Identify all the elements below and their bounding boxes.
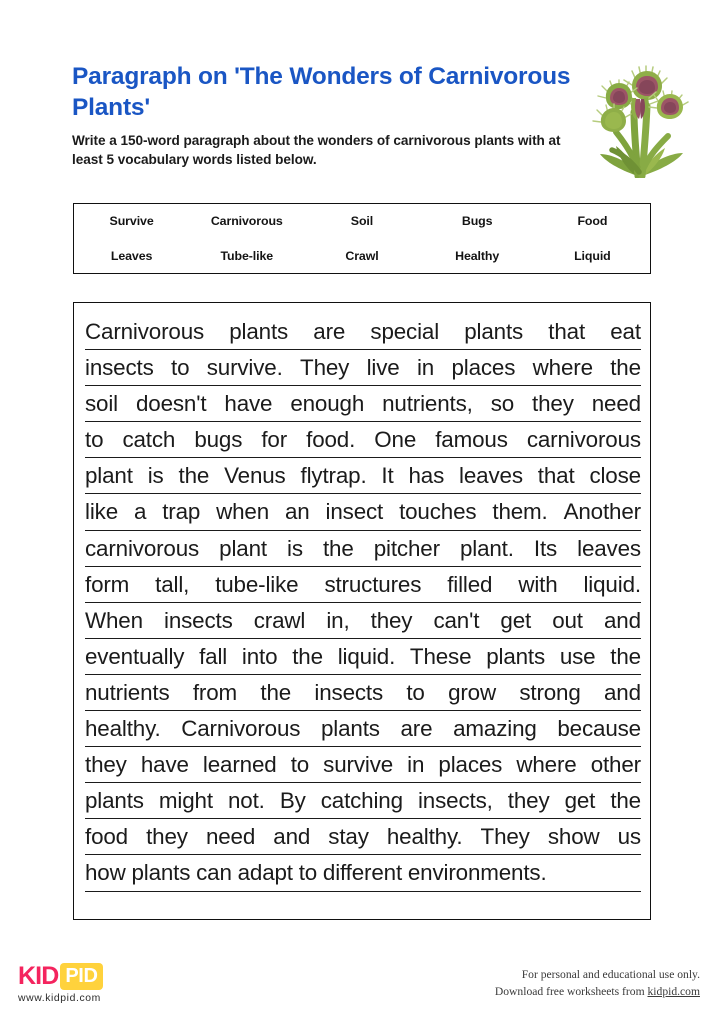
answer-word: plants: [464, 319, 524, 344]
answer-line: [85, 386, 641, 422]
answer-word: them.: [492, 499, 548, 525]
answer-word: pitcher: [373, 535, 440, 561]
answer-word: have: [224, 391, 273, 417]
answer-word: out: [552, 607, 583, 633]
answer-word: the: [610, 355, 641, 381]
answer-word: they: [507, 788, 550, 814]
answer-word: liquid.: [337, 643, 396, 669]
answer-word: healthy.: [85, 716, 161, 742]
answer-word: They: [480, 824, 530, 850]
answer-word: have: [140, 752, 189, 778]
answer-word: and: [603, 607, 641, 633]
vocab-word: Soil: [350, 214, 374, 229]
answer-word: get: [500, 607, 532, 633]
answer-word: an: [284, 499, 310, 525]
answer-word: These: [409, 643, 472, 669]
answer-text[interactable]: [85, 314, 641, 892]
answer-word: can: [196, 860, 232, 886]
answer-word: close: [589, 463, 641, 489]
answer-word: from: [192, 679, 238, 705]
logo-kid-text: KID: [18, 961, 59, 990]
answer-word: leaves: [577, 535, 641, 561]
answer-word: liquid.: [583, 571, 641, 597]
answer-word: strong: [519, 679, 581, 705]
answer-word: tall,: [155, 571, 190, 597]
answer-word: has: [408, 463, 445, 489]
answer-word: nutrients: [85, 679, 170, 705]
answer-word: for: [261, 427, 288, 453]
table-row: [74, 239, 650, 274]
answer-word: places: [438, 752, 503, 778]
answer-word: leaves: [459, 463, 523, 489]
answer-word: is: [147, 463, 164, 489]
answer-word: food.: [306, 427, 356, 453]
answer-word: the: [178, 463, 210, 489]
answer-word: trap: [162, 499, 201, 525]
answer-word: they: [85, 752, 127, 778]
answer-word: insects: [314, 679, 384, 705]
answer-word: crawl: [253, 607, 306, 633]
answer-word: that: [537, 463, 575, 489]
answer-word: touches: [399, 499, 477, 525]
answer-word: amazing: [453, 716, 537, 742]
answer-word: tube-like: [215, 571, 299, 597]
answer-word: Another: [563, 499, 641, 525]
answer-word: soil: [85, 391, 118, 417]
answer-word: structures: [324, 571, 422, 597]
answer-word: get: [564, 788, 596, 814]
vocab-word: Healthy: [455, 248, 500, 263]
answer-word: places: [451, 355, 516, 381]
answer-word: are: [400, 716, 433, 742]
logo-website-url: www.kidpid.com: [18, 993, 101, 1004]
answer-word: other: [590, 752, 641, 778]
answer-word: environments.: [407, 860, 547, 886]
answer-word: to: [298, 860, 318, 886]
answer-word: learned: [202, 752, 277, 778]
answer-word: survive: [323, 752, 394, 778]
answer-line: [85, 639, 641, 675]
answer-line: [85, 494, 641, 530]
answer-word: eat: [610, 319, 641, 344]
footer-note-line-2: [495, 984, 700, 1001]
answer-word: When: [85, 607, 143, 633]
answer-word: enough: [290, 391, 365, 417]
answer-word: in: [407, 752, 425, 778]
answer-word: when: [216, 499, 270, 525]
logo-wordmark: [18, 963, 178, 989]
answer-word: they: [370, 607, 413, 633]
answer-word: a: [133, 499, 147, 525]
vocabulary-box: [73, 203, 651, 274]
answer-word: might: [158, 788, 213, 814]
answer-line: [85, 711, 641, 747]
answer-word: so: [490, 391, 515, 417]
answer-word: the: [292, 643, 323, 669]
answer-word: stay: [328, 824, 369, 850]
answer-word: grow: [448, 679, 496, 705]
vocab-word: Liquid: [574, 248, 611, 263]
answer-word: insects: [85, 355, 154, 381]
answer-word: carnivorous: [526, 427, 641, 453]
answer-word: in,: [326, 607, 350, 633]
answer-word: plants: [131, 860, 191, 886]
answer-word: special: [370, 319, 440, 344]
answer-word: insects,: [417, 788, 493, 814]
kidpid-link[interactable]: kidpid.com: [647, 984, 700, 998]
answer-word: show: [547, 824, 600, 850]
table-row: [74, 204, 650, 239]
answer-word: adapt: [237, 860, 293, 886]
vocab-word: Leaves: [110, 248, 153, 263]
vocab-word: Bugs: [461, 214, 493, 229]
kidpid-logo[interactable]: [18, 963, 178, 1004]
answer-word: They: [300, 355, 350, 381]
answer-word: form: [85, 571, 130, 597]
answer-word: the: [322, 535, 354, 561]
answer-word: Carnivorous: [181, 716, 301, 742]
answer-word: bugs: [194, 427, 243, 453]
answer-word: plants: [486, 643, 546, 669]
answer-word: need: [591, 391, 641, 417]
answer-word: plant.: [459, 535, 514, 561]
vocab-word: Tube-like: [220, 248, 274, 263]
vocab-word: Food: [577, 214, 608, 229]
answer-word: plant: [219, 535, 267, 561]
answer-word: Its: [533, 535, 558, 561]
answer-word: fall: [199, 643, 228, 669]
answer-word: where: [532, 355, 593, 381]
answer-word: healthy.: [386, 824, 463, 850]
answer-word: the: [610, 788, 641, 814]
answer-word: live: [366, 355, 400, 381]
answer-word: use: [559, 643, 596, 669]
answer-word: they: [532, 391, 574, 417]
answer-word: to: [290, 752, 310, 778]
answer-word: and: [273, 824, 311, 850]
answer-line: [85, 819, 641, 855]
answer-word: food: [85, 824, 128, 850]
vocab-word: Carnivorous: [210, 214, 283, 229]
answer-word: need: [205, 824, 256, 850]
answer-word: the: [610, 643, 641, 669]
answer-word: is: [287, 535, 303, 561]
answer-word: catching: [320, 788, 403, 814]
answer-word: carnivorous: [85, 535, 200, 561]
answer-word: insect: [325, 499, 384, 525]
answer-line: [85, 422, 641, 458]
answer-word: to: [171, 355, 190, 381]
venus-flytrap-icon: [586, 58, 694, 178]
answer-word: to: [85, 427, 104, 453]
answer-word: where: [516, 752, 577, 778]
vocab-word: Survive: [109, 214, 154, 229]
footer-usage-note: [495, 967, 700, 1001]
answer-word: One: [374, 427, 417, 453]
answer-word: plant: [85, 463, 133, 489]
answer-word: because: [557, 716, 641, 742]
vocab-word: Crawl: [345, 248, 379, 263]
answer-word: in: [416, 355, 435, 381]
logo-pid-badge: PID: [60, 963, 102, 990]
answer-word: like: [85, 499, 118, 525]
instruction-text: Write a 150-word paragraph about the wonders of carnivorous plants with at least 5 vocabulary words listed below.: [72, 132, 561, 168]
answer-word: to: [406, 679, 425, 705]
answer-line: [85, 531, 641, 567]
answer-word: By: [279, 788, 306, 814]
answer-word: flytrap.: [300, 463, 367, 489]
answer-word: different: [322, 860, 403, 886]
answer-line: [85, 350, 641, 386]
answer-word: Carnivorous: [85, 319, 205, 344]
answer-word: how: [85, 860, 126, 886]
answer-word: catch: [122, 427, 176, 453]
answer-word: us: [617, 824, 641, 850]
answer-line: [85, 783, 641, 819]
answer-word: plants: [85, 788, 144, 814]
answer-line: [85, 855, 641, 891]
answer-word: with: [518, 571, 558, 597]
answer-word: can't: [433, 607, 480, 633]
answer-word: It: [381, 463, 394, 489]
answer-word: eventually: [85, 643, 185, 669]
footer-note-prefix: Download free worksheets from: [494, 984, 648, 998]
answer-word: the: [260, 679, 292, 705]
footer-note-line-1: For personal and educational use only.: [521, 968, 700, 981]
answer-word: plants: [320, 716, 380, 742]
answer-word: insects: [164, 607, 233, 633]
answer-word: nutrients,: [382, 391, 473, 417]
answer-word: and: [604, 679, 641, 705]
worksheet-header: [72, 62, 652, 169]
answer-word: Venus: [224, 463, 286, 489]
vocabulary-table: [74, 204, 650, 273]
answer-word: into: [241, 643, 278, 669]
answer-word: they: [146, 824, 188, 850]
answer-word: that: [548, 319, 586, 344]
answer-line: [85, 314, 641, 350]
answer-word: filled: [447, 571, 493, 597]
answer-line: [85, 603, 641, 639]
page-title: Paragraph on 'The Wonders of Carnivorous Plants': [72, 63, 571, 121]
answer-word: plants: [229, 319, 289, 344]
answer-word: survive.: [206, 355, 283, 381]
answer-word: famous: [435, 427, 508, 453]
answer-word: not.: [228, 788, 265, 814]
answer-line: [85, 675, 641, 711]
answer-line: [85, 458, 641, 494]
answer-line: [85, 747, 641, 783]
answer-box[interactable]: [73, 302, 651, 920]
answer-line: [85, 567, 641, 603]
answer-word: doesn't: [135, 391, 207, 417]
answer-word: are: [313, 319, 346, 344]
